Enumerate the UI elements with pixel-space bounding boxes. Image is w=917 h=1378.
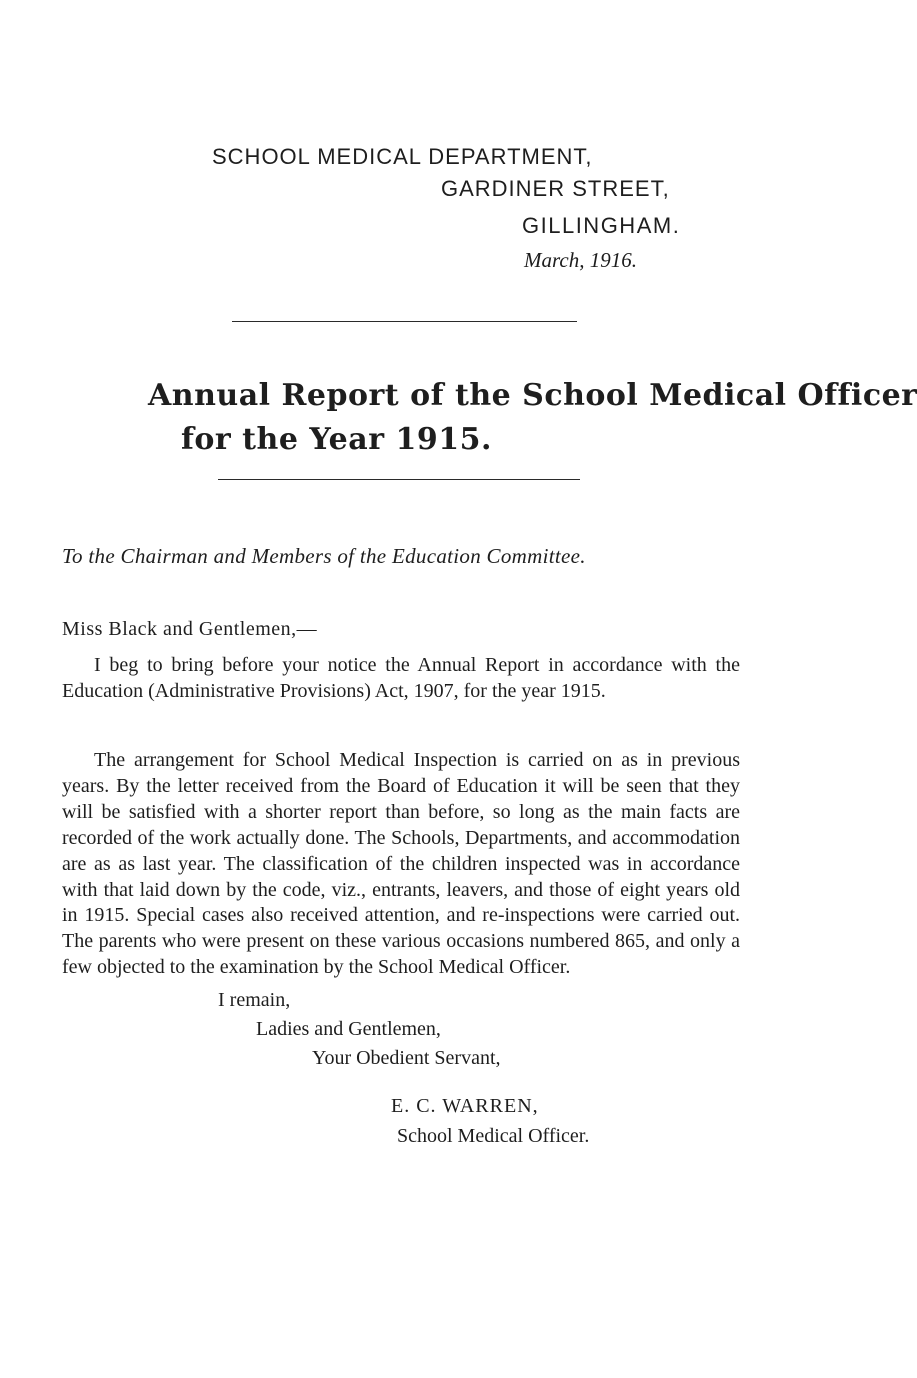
paragraph-intro: I beg to bring before your notice the Annual Report in accordance with the Education (Administrative Provisions) Act, 1907, for the year 1915. xyxy=(62,654,740,702)
top-divider xyxy=(232,321,577,322)
report-title xyxy=(148,374,917,462)
title-line-2: for the Year 1915. xyxy=(181,422,492,457)
street-address: GARDINER STREET, xyxy=(441,176,670,201)
addressee-line: To the Chairman and Members of the Education Committee. xyxy=(62,544,586,568)
signature-title: School Medical Officer. xyxy=(397,1125,590,1147)
department-heading: SCHOOL MEDICAL DEPARTMENT, xyxy=(212,144,593,169)
report-date: March, 1916. xyxy=(524,248,637,272)
closing-servant: Your Obedient Servant, xyxy=(312,1047,501,1069)
salutation: Miss Black and Gentlemen,— xyxy=(62,618,318,640)
paragraph-body: The arrangement for School Medical Inspection is carried on as in previous years. By the letter received from the Board of Education it will be seen that they will be satisfied with a shorter report than before, so long as the main facts are recorded of the work actually done. The Schools, Departments, and accommodation are as as last year. The classification of the children inspected was in accordance with that laid down by the code, viz., entrants, leavers, and those of eight years old in 1915. Special cases also received attention, and re-inspections were carried out. The parents who were present on these various occasions numbered 865, and only a few objected to the examination by the School Medical Officer. xyxy=(62,749,740,979)
closing-remain: I remain, xyxy=(218,989,291,1011)
title-line-1: Annual Report of the School Medical Officer xyxy=(148,378,917,413)
signature-name: E. C. WARREN, xyxy=(391,1095,539,1117)
closing-ladies: Ladies and Gentlemen, xyxy=(256,1018,441,1040)
town-address: GILLINGHAM. xyxy=(522,213,681,238)
bottom-divider xyxy=(218,479,580,480)
